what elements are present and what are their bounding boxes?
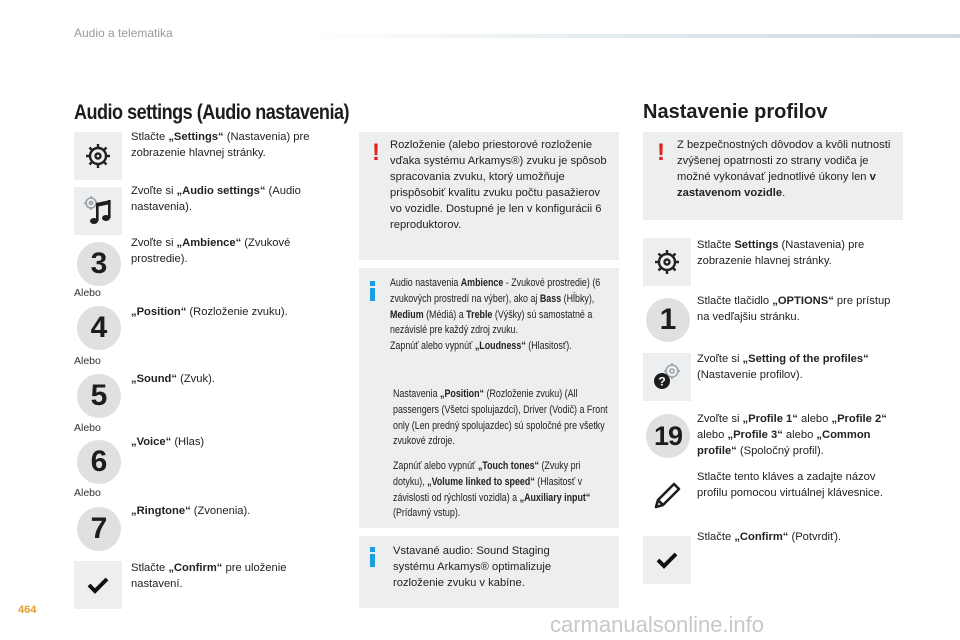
profile-step-choose-text: Zvoľte si „Profile 1“ alebo „Profile 2“ alebo „Profile 3“ alebo „Common profile“ (Spoločný profil). [697, 413, 887, 457]
watermark: carmanualsonline.info [550, 612, 765, 637]
profile-step-settings-text: Stlačte Settings (Nastavenia) pre zobrazenie hlavnej stránky. [697, 239, 865, 267]
step-confirm-text: Stlačte „Confirm“ pre uloženie nastavení. [131, 562, 287, 590]
svg-text:?: ? [658, 374, 666, 389]
profile-step-setting-profiles-text: Zvoľte si „Setting of the profiles“ (Nastavenie profilov). [697, 353, 869, 381]
warning-text: Rozloženie (alebo priestorové rozloženie vďaka systému Arkamys®) zvuku je spôsob spracovania zvuku, ktorý umožňuje prispôsobiť kvalitu zvuku počtu pasažierov vo vozidle. Dostupné je len v konfigurácii 6 reproduktorov. [390, 139, 607, 231]
step-ringtone-text: „Ringtone“ (Zvonenia). [131, 505, 251, 517]
or-label: Alebo [74, 287, 101, 299]
header-rule [300, 34, 960, 38]
audio-settings-heading: Audio settings (Audio nastavenia) [74, 101, 349, 124]
warning-icon: ! [657, 139, 665, 166]
info-position-text: Nastavenia „Position“ (Rozloženie zvuku) (All passengers (Všetci spolujazdci), Driver (Vodič) a Front only (Len predný spolujazdec) sú spoločné pre všetky zvukové zdroje. [393, 388, 608, 448]
confirm-check-icon [643, 536, 691, 584]
profiles-heading: Nastavenie profilov [643, 101, 828, 123]
info-icon [370, 281, 375, 301]
step-number-badge: 19 [646, 414, 690, 458]
step-number-badge: 6 [77, 440, 121, 484]
settings-gear-icon [74, 132, 122, 180]
step-sound-text: „Sound“ (Zvuk). [131, 373, 215, 385]
step-number-badge: 5 [77, 374, 121, 418]
info-sound-staging-text: Vstavané audio: Sound Staging systému Arkamys® optimalizuje rozloženie zvuku v kabíne. [393, 545, 552, 589]
warning-icon: ! [372, 139, 380, 166]
profiles-warning-text: Z bezpečnostných dôvodov a kvôli nutnosti zvýšenej opatrnosti zo strany vodiča je možné vykonávať jednotlivé úkony len v zastavenom vozidle. [677, 139, 891, 199]
step-voice-text: „Voice“ (Hlas) [131, 436, 205, 448]
step-number-badge: 3 [77, 242, 121, 286]
pencil-edit-icon [643, 472, 691, 520]
or-label: Alebo [74, 487, 101, 499]
info-ambience-text: Audio nastavenia Ambience - Zvukové prostredie) (6 zvukových prostredí na výber), ako aj Bass (Hĺbky), Medium (Médiá) a Treble (Výšky) sú samostatné a nezávislé pre každý zdroj zvuku. Zapnúť alebo vypnúť „Loudness“ (Hlasitosť). [390, 277, 601, 353]
info-tones-text: Zapnúť alebo vypnúť „Touch tones“ (Zvuky pri dotyku), „Volume linked to speed“ (Hlasitosť v závislosti od rýchlosti vozidla) a „Auxiliary input“ (Prídavný vstup). [393, 460, 591, 520]
audio-settings-icon [74, 187, 122, 235]
step-audio-settings-text: Zvoľte si „Audio settings“ (Audio nastavenia). [131, 185, 301, 213]
page-number: 464 [18, 604, 37, 616]
step-number-badge: 4 [77, 306, 121, 350]
step-ambience-text: Zvoľte si „Ambience“ (Zvukové prostredie). [131, 237, 291, 265]
profile-settings-icon [643, 353, 691, 401]
step-number-badge: 7 [77, 507, 121, 551]
step-settings-text: Stlačte „Settings“ (Nastavenia) pre zobrazenie hlavnej stránky. [131, 131, 310, 159]
settings-gear-icon [643, 238, 691, 286]
info-icon [370, 547, 375, 567]
profile-step-confirm-text: Stlačte „Confirm“ (Potvrdiť). [697, 531, 842, 543]
section-header: Audio a telematika [74, 26, 173, 40]
confirm-check-icon [74, 561, 122, 609]
step-position-text: „Position“ (Rozloženie zvuku). [131, 306, 288, 318]
step-number-badge: 1 [646, 298, 690, 342]
profile-step-name-text: Stlačte tento kláves a zadajte názov profilu pomocou virtuálnej klávesnice. [697, 471, 883, 499]
or-label: Alebo [74, 355, 101, 367]
or-label: Alebo [74, 422, 101, 434]
profile-step-options-text: Stlačte tlačidlo „OPTIONS“ pre prístup na vedľajšiu stránku. [697, 295, 891, 323]
